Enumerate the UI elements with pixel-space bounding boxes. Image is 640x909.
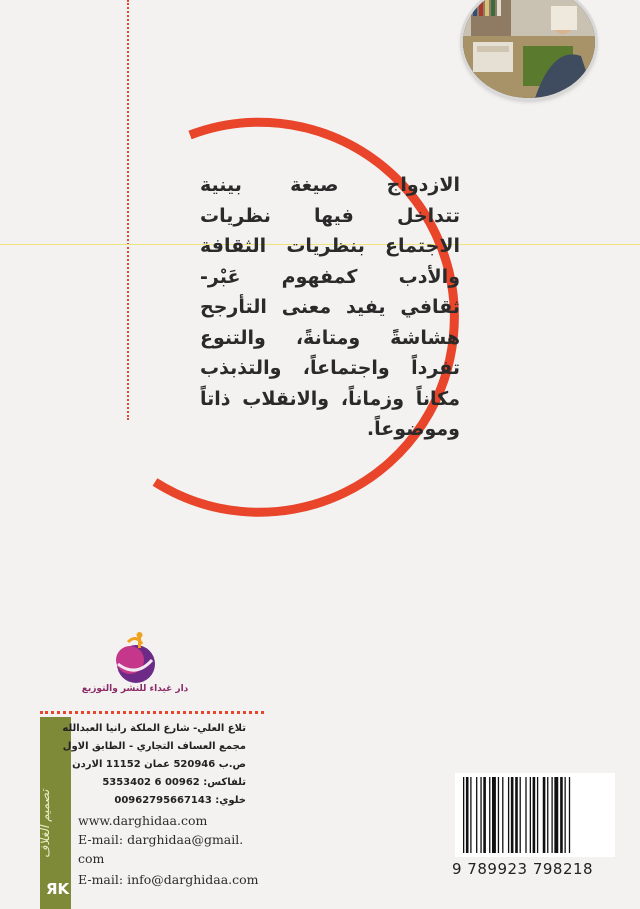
barcode-icon [455,773,615,857]
website-link[interactable]: www.darghidaa.com [78,813,208,828]
isbn-barcode [455,773,615,857]
blurb-line: تفرداً واجتماعاً، والتذبذب [200,357,460,379]
isbn-number: 9 789923 798218 [452,860,594,878]
blurb-line: الاجتماع بنظريات الثقافة [200,235,460,257]
blurb-line: الازدواج صيغة بينية [200,174,460,196]
publisher-name: دار غيداء للنشر والتوزيع [81,684,189,694]
blurb-line: وموضوعاً. [366,418,460,440]
designer-mark: ЯK [46,880,70,898]
mobile-line: خلوي: 00962795667143 [114,795,246,806]
blurb-line: هشاشةً ومتانةً، والتنوع [200,326,460,349]
cover-design-label: تصميم الغلاف [38,789,52,859]
address-line: تلاع العلي- شارع الملكة رانيا العبدالله [62,723,246,734]
address-line: مجمع العساف التجاري - الطابق الاول [62,741,246,752]
address-line: ص.ب 520946 عمان 11152 الاردن [72,759,246,770]
blurb-line: تتداخل فيها نظريات [200,204,460,227]
email-link-cont: com [78,851,105,866]
email-link[interactable]: E-mail: darghidaa@gmail. [78,832,244,847]
fax-line: تلفاكس: 00962 6 5353402 [102,777,246,788]
back-cover-blurb [200,170,460,445]
blurb-line: ثقافي يفيد معنى التأرجح [200,296,460,318]
blurb-line: والأدب كمفهوم عَبْر- [200,265,460,288]
dotted-separator [40,711,264,714]
email-link[interactable]: E-mail: info@darghidaa.com [78,872,259,887]
blurb-line: مكاناً وزماناً، والانقلاب ذاتاً [200,387,460,410]
